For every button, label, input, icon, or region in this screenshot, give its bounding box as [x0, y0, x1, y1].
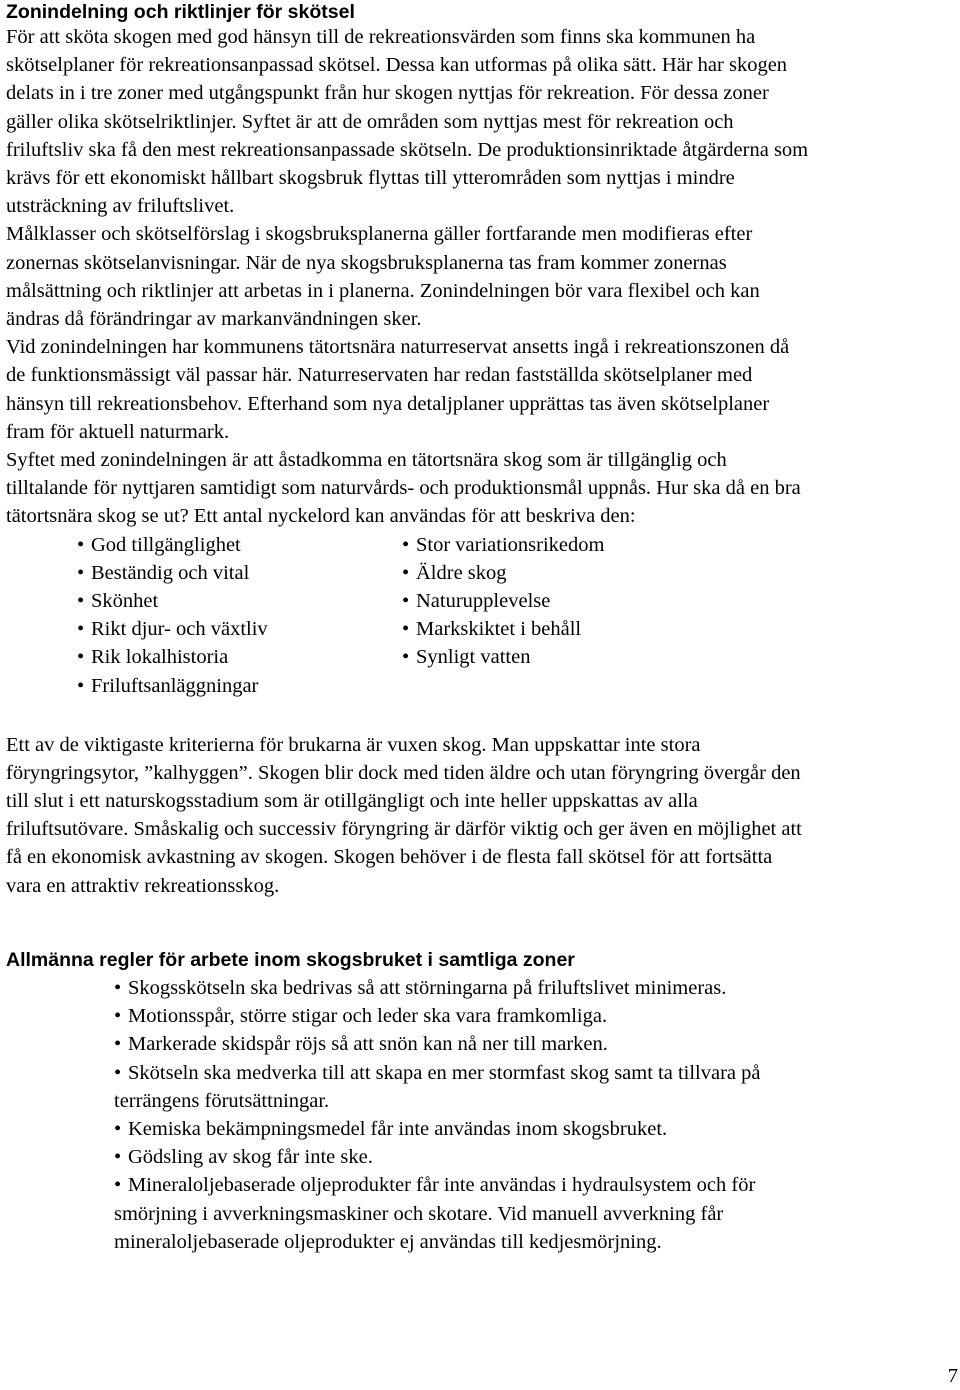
text-line: målsättning och riktlinjer att arbetas in i planerna. Zonindelningen bör vara flexibel och kan — [6, 279, 760, 302]
list-item — [77, 615, 268, 643]
paragraph-malklasser — [6, 220, 954, 333]
text-line: Vid zonindelningen har kommunens tätortsnära naturreservat ansetts ingå i rekreationszonen då — [6, 336, 790, 359]
bullet: • — [402, 646, 410, 669]
bullet: • — [114, 1061, 122, 1084]
rule-line — [114, 1002, 908, 1030]
text-line: tätortsnära skog se ut? Ett antal nyckelord kan användas för att beskriva den: — [6, 505, 636, 528]
text-line: skötselplaner för rekreationsanpassad skötsel. Dessa kan utformas på olika sätt. Här har skogen — [6, 54, 788, 77]
list-item — [108, 974, 908, 1002]
list-item — [77, 643, 268, 671]
list-item — [77, 559, 268, 587]
keyword-label: Stor variationsrikedom — [416, 533, 605, 556]
spacer — [6, 703, 954, 731]
rule-line — [114, 1115, 908, 1143]
list-item — [108, 1030, 908, 1058]
rule-line — [114, 1143, 908, 1171]
rule-text: Gödsling av skog får inte ske. — [128, 1146, 373, 1169]
keyword-label: Äldre skog — [416, 561, 507, 584]
keyword-label: God tillgänglighet — [91, 533, 241, 556]
text-line: fram för aktuell naturmark. — [6, 420, 230, 443]
text-line: vara en attraktiv rekreationsskog. — [6, 874, 280, 897]
text-line: få en ekonomisk avkastning av skogen. Skogen behöver i de flesta fall skötsel för att fortsätta — [6, 846, 773, 869]
bullet: • — [114, 1033, 122, 1056]
bullet: • — [114, 1005, 122, 1028]
rule-text: mineraloljebaserade oljeprodukter ej användas till kedjesmörjning. — [114, 1230, 662, 1253]
text-line: ändras då förändringar av markanvändningen sker. — [6, 308, 422, 331]
keyword-column-left — [77, 531, 268, 700]
list-item — [402, 559, 604, 587]
rule-text: Skogsskötseln ska bedrivas så att störningarna på friluftslivet minimeras. — [128, 977, 727, 999]
text-line: tilltalande för nyttjaren samtidigt som naturvårds- och produktionsmål uppnås. Hur ska då en bra — [6, 477, 801, 500]
rule-line — [114, 1171, 908, 1199]
text-line: friluftsutövare. Småskalig och successiv föryngring är därför viktig och ger även en möjlighet att — [6, 818, 802, 841]
rule-text: Motionsspår, större stigar och leder ska vara framkomliga. — [128, 1005, 608, 1028]
rule-text: Markerade skidspår röjs så att snön kan nå ner till marken. — [128, 1033, 608, 1056]
rule-text: Mineraloljebaserade oljeprodukter får inte användas i hydraulsystem och för — [128, 1174, 756, 1197]
section-heading-allmanna-regler: Allmänna regler för arbete inom skogsbruket i samtliga zoner — [6, 949, 575, 971]
bullet: • — [402, 561, 410, 584]
bullet: • — [114, 1174, 122, 1197]
keyword-label: Skönhet — [91, 590, 159, 613]
keyword-label: Friluftsanläggningar — [91, 674, 259, 697]
text-line: hänsyn till rekreationsbehov. Efterhand som nya detaljplaner upprättas tas även skötselplaner — [6, 392, 770, 415]
list-item — [402, 643, 604, 671]
list-item — [108, 1002, 908, 1030]
list-item — [77, 672, 268, 700]
keyword-column-right — [402, 531, 604, 672]
text-line: delats in i tre zoner med utgångspunkt från hur skogen nyttjas för rekreation. För dessa zoner — [6, 82, 769, 105]
bullet: • — [77, 646, 85, 669]
bullet: • — [77, 618, 85, 641]
bullet: • — [114, 1146, 122, 1169]
list-item — [108, 1115, 908, 1143]
list-item — [77, 587, 268, 615]
bullet: • — [77, 674, 85, 697]
bullet: • — [77, 590, 85, 613]
paragraph-syftet — [6, 446, 954, 531]
bullet: • — [402, 618, 410, 641]
text-line: krävs för ett ekonomiskt hållbart skogsbruk flyttas till ytterområden som nyttjas i mindre — [6, 167, 735, 190]
keyword-list — [6, 531, 954, 703]
rule-text: Skötseln ska medverka till att skapa en mer stormfast skog samt ta tillvara på — [128, 1061, 761, 1084]
keyword-label: Naturupplevelse — [416, 590, 551, 613]
rule-text: smörjning i avverkningsmaskiner och skotare. Vid manuell avverkning får — [114, 1202, 724, 1225]
section-heading-zonindelning: Zonindelning och riktlinjer för skötsel — [6, 1, 355, 23]
text-line: till slut i ett naturskogsstadium som är otillgängligt och inte heller uppskattas av alla — [6, 790, 698, 813]
bullet: • — [402, 590, 410, 613]
paragraph-vuxen-skog — [6, 731, 954, 900]
page-number: 7 — [947, 1365, 958, 1387]
rule-line — [114, 974, 908, 1002]
list-item — [108, 1059, 908, 1115]
text-line: Syftet med zonindelningen är att åstadkomma en tätortsnära skog som är tillgänglig och — [6, 449, 727, 472]
rule-line — [114, 1059, 908, 1087]
bullet: • — [402, 533, 410, 556]
paragraph-intro — [6, 23, 954, 220]
text-line: Ett av de viktigaste kriterierna för brukarna är vuxen skog. Man uppskattar inte stora — [6, 733, 701, 756]
text-line: de funktionsmässigt väl passar här. Naturreservaten har redan fastställda skötselplaner med — [6, 364, 753, 387]
rule-line — [114, 1030, 908, 1058]
rule-text: terrängens förutsättningar. — [114, 1089, 330, 1112]
text-line: friluftsliv ska få den mest rekreationsanpassade skötseln. De produktionsinriktade åtgärderna som — [6, 138, 809, 161]
bullet: • — [77, 533, 85, 556]
text-line: För att sköta skogen med god hänsyn till de rekreationsvärden som finns ska kommunen ha — [6, 26, 756, 48]
keyword-label: Rik lokalhistoria — [91, 646, 229, 669]
paragraph-naturreservat — [6, 333, 954, 446]
text-line: gäller olika skötselriktlinjer. Syftet är att de områden som nyttjas mest för rekreation och — [6, 110, 734, 133]
keyword-label: Markskiktet i behåll — [416, 618, 582, 641]
text-line: zonernas skötselanvisningar. När de nya skogsbruksplanerna tas fram kommer zonernas — [6, 251, 727, 274]
body-text — [6, 23, 954, 900]
text-line: föryngringsytor, ”kalhyggen”. Skogen blir dock med tiden äldre och utan föryngring övergår den — [6, 761, 801, 784]
keyword-label: Beständig och vital — [91, 561, 250, 584]
text-line: utsträckning av friluftslivet. — [6, 195, 235, 218]
text-line: Målklasser och skötselförslag i skogsbruksplanerna gäller fortfarande men modifieras efter — [6, 223, 753, 246]
list-item — [402, 531, 604, 559]
list-item — [402, 587, 604, 615]
bullet: • — [114, 1118, 122, 1141]
list-item — [77, 531, 268, 559]
bullet: • — [77, 561, 85, 584]
keyword-label: Rikt djur- och växtliv — [91, 618, 268, 641]
rules-list — [108, 974, 908, 1256]
bullet: • — [114, 977, 122, 999]
list-item — [402, 615, 604, 643]
list-item — [108, 1171, 908, 1256]
keyword-label: Synligt vatten — [416, 646, 531, 669]
rule-text: Kemiska bekämpningsmedel får inte användas inom skogsbruket. — [128, 1118, 668, 1141]
section-allmanna-regler — [0, 948, 960, 1253]
list-item — [108, 1143, 908, 1171]
